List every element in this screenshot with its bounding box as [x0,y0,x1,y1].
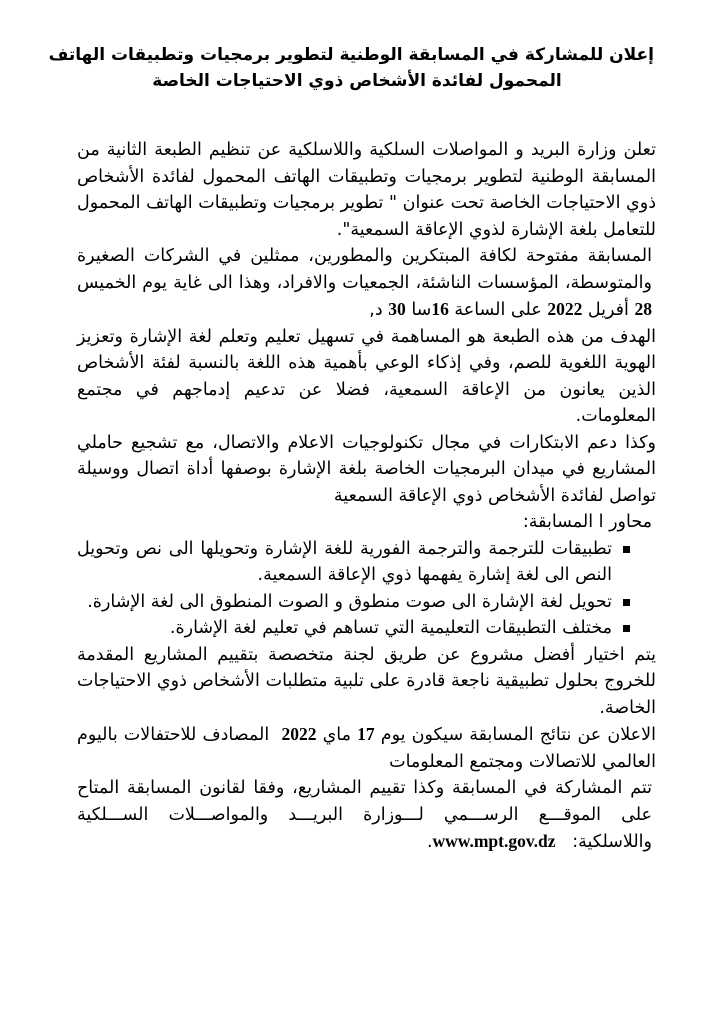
deadline-hour-unit: سا [411,300,432,320]
deadline-hour: 16 [431,299,449,319]
results-prefix: الاعلان عن نتائج المسابقة سيكون يوم [380,725,656,745]
deadline-year: 2022 [547,299,583,319]
axes-list [77,536,656,642]
deadline-minute: 30 [388,299,406,319]
square-bullet-icon [623,599,630,606]
results-day: 17 [357,724,375,744]
eligibility-paragraph [77,243,656,324]
axes-heading: محاور ا المسابقة: [522,512,652,532]
results-year: 2022 [281,724,317,744]
title-line-1: إعلان للمشاركة في المسابقة الوطنية لتطوير برمجيات وتطبيقات الهاتف [48,45,654,65]
deadline-minute-unit: د, [369,300,383,320]
participation-end: . [426,832,433,852]
square-bullet-icon [623,546,630,553]
results-paragraph [77,721,656,775]
axes-list-item: مختلف التطبيقات التعليمية التي تساهم في تعليم لغة الإشارة. [77,615,626,642]
announcement-title [48,42,654,94]
deadline-day: 28 [634,299,652,319]
support-paragraph: وكذا دعم الابتكارات في مجال تكنولوجيات الاعلام والاتصال، مع تشجيع حاملي المشاريع في ميدان البرمجيات الخاصة بلغة الإشارة بوصفها أداة اتصال ووسيلة تواصل لفائدة الأشخاص ذوي الإعاقة السمعية [77,432,656,506]
axes-list-item: تطبيقات للترجمة والترجمة الفورية للغة الإشارة وتحويلها الى نص وتحويل النص الى لغة إشارة يفهمها ذوي الإعاقة السمعية. [77,536,626,589]
announcement-body [77,137,656,856]
deadline-month: أفريل [587,300,629,320]
intro-paragraph: تعلن وزارة البريد و المواصلات السلكية واللاسلكية عن تنظيم الطبعة الثانية من المسابقة الوطنية لتطوير برمجيات وتطبيقات الهاتف المحمول لفائدة الأشخاص ذوي الاحتياجات الخاصة تحت عنوان " تطوير برمجيات وتطبيقات الهاتف المحمول للتعامل بلغة الإشارة لذوي الإعاقة السمعية". [77,140,656,240]
deadline-time-prefix: على الساعة [454,300,542,320]
participation-paragraph [77,775,656,856]
results-suffix: المصادف للاحتفالات باليوم العالمي للاتصالات ومجتمع المعلومات [77,725,656,772]
axes-list-item: تحويل لغة الإشارة الى صوت منطوق و الصوت المنطوق الى لغة الإشارة. [77,589,626,616]
goal-paragraph: الهدف من هذه الطبعة هو المساهمة في تسهيل تعليم وتعلم لغة الإشارة وتعزيز الهوية اللغوية للصم، وفي إذكاء الوعي بأهمية هذه اللغة بالنسبة لفئة الأشخاص الذين يعانون من الإعاقة السمعية، فضلا عن تدعيم إدماجهم في مجتمع المعلومات. [77,326,656,426]
results-month: ماي [322,725,351,745]
square-bullet-icon [623,625,630,632]
eligibility-text: المسابقة مفتوحة لكافة المبتكرين والمطورين، ممثلين في الشركات الصغيرة والمتوسطة، المؤسسات الناشئة، الجمعيات والافراد، وهذا الى غاية يوم الخميس [77,246,652,293]
participation-text: تتم المشاركة في المسابقة وكذا تقييم المشاريع، وفقا لقانون المسابقة المتاح على الموقـــع الرســـمي لـــوزارة البريـــد والمواصـــلات الســـلكية واللاسلكية: [77,778,652,852]
title-line-2: المحمول لفائدة الأشخاص ذوي الاحتياجات الخاصة [152,71,562,91]
website-link[interactable]: www.mpt.gov.dz [432,831,556,851]
selection-paragraph: يتم اختيار أفضل مشروع عن طريق لجنة متخصصة بتقييم المشاريع المقدمة للخروج بحلول تطبيقية ناجعة قادرة على تلبية متطلبات الأشخاص ذوي الاحتياجات الخاصة. [77,644,656,718]
